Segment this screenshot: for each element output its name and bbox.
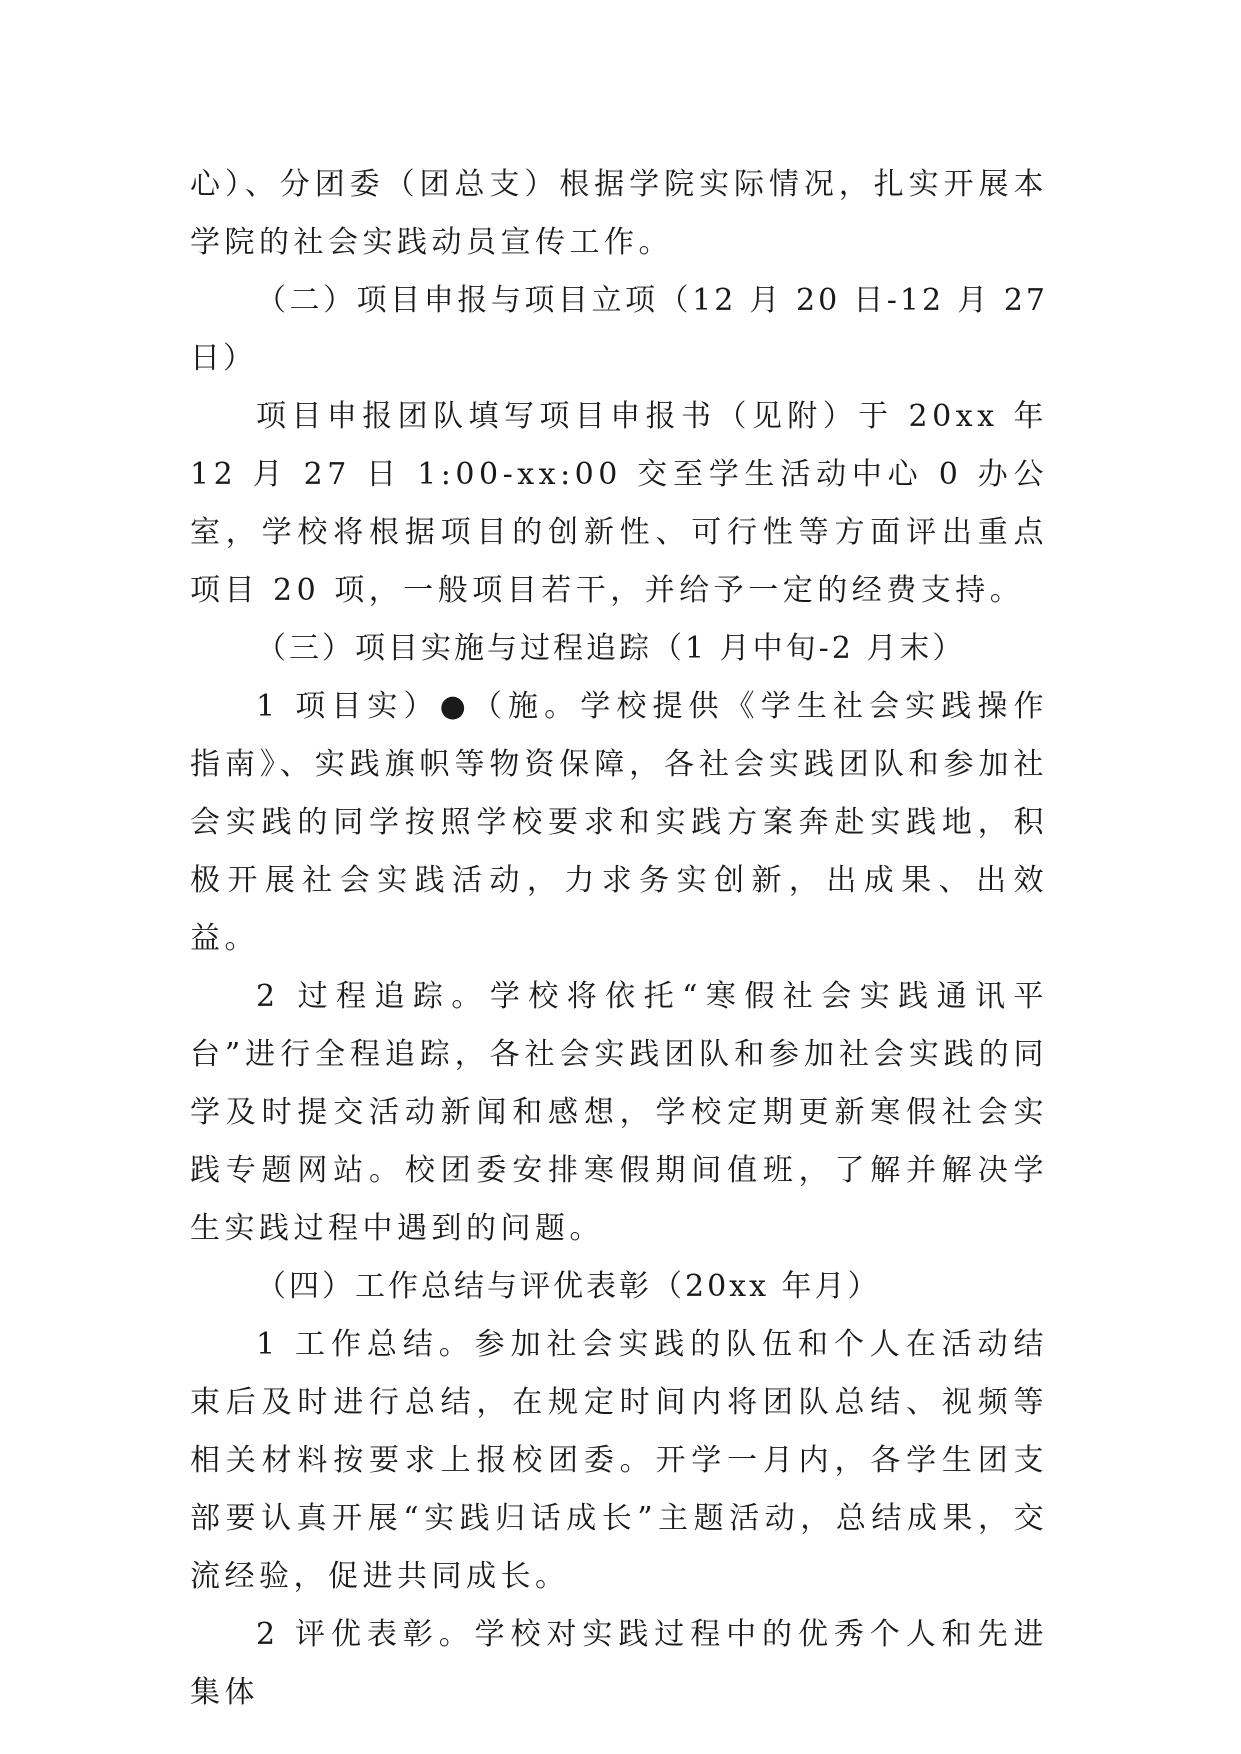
paragraph-project-application: 项目申报团队填写项目申报书（见附）于 20xx 年 12 月 27 日 1:00-xx:00 交至学生活动中心 0 办公室，学校将根据项目的创新性、可行性等方面评出重点项目 20 项，一般项目若干，并给予一定的经费支持。 <box>190 399 1048 608</box>
section-heading-3: （三）项目实施与过程追踪（1 月中旬-2 月末） <box>256 631 966 666</box>
section-heading-2: （二）项目申报与项目立项（12 月 20 日-12 月 27 日） <box>190 283 1048 376</box>
section-heading-4: （四）工作总结与评优表彰（20xx 年月） <box>256 1269 881 1304</box>
paragraph-work-summary: 1 工作总结。参加社会实践的队伍和个人在活动结束后及时进行总结，在规定时间内将团队总结、视频等相关材料按要求上报校团委。开学一月内，各学生团支部要认真开展“实践归话成长”主题活动，总结成果，交流经验，促进共同成长。 <box>190 1327 1048 1594</box>
paragraph-process-tracking: 2 过程追踪。学校将依托“寒假社会实践通讯平台”进行全程追踪，各社会实践团队和参加社会实践的同学及时提交活动新闻和感想，学校定期更新寒假社会实践专题网站。校团委安排寒假期间值班，了解并解决学生实践过程中遇到的问题。 <box>190 979 1048 1246</box>
document-body <box>190 156 1048 1722</box>
paragraph-awards: 2 评优表彰。学校对实践过程中的优秀个人和先进集体 <box>190 1617 1048 1710</box>
paragraph-continued: 心）、分团委（团总支）根据学院实际情况，扎实开展本学院的社会实践动员宣传工作。 <box>190 167 1048 260</box>
paragraph-project-implementation: 1 项目实）●（施。学校提供《学生社会实践操作指南》、实践旗帜等物资保障，各社会实践团队和参加社会实践的同学按照学校要求和实践方案奔赴实践地，积极开展社会实践活动，力求务实创新，出成果、出效益。 <box>190 689 1048 956</box>
